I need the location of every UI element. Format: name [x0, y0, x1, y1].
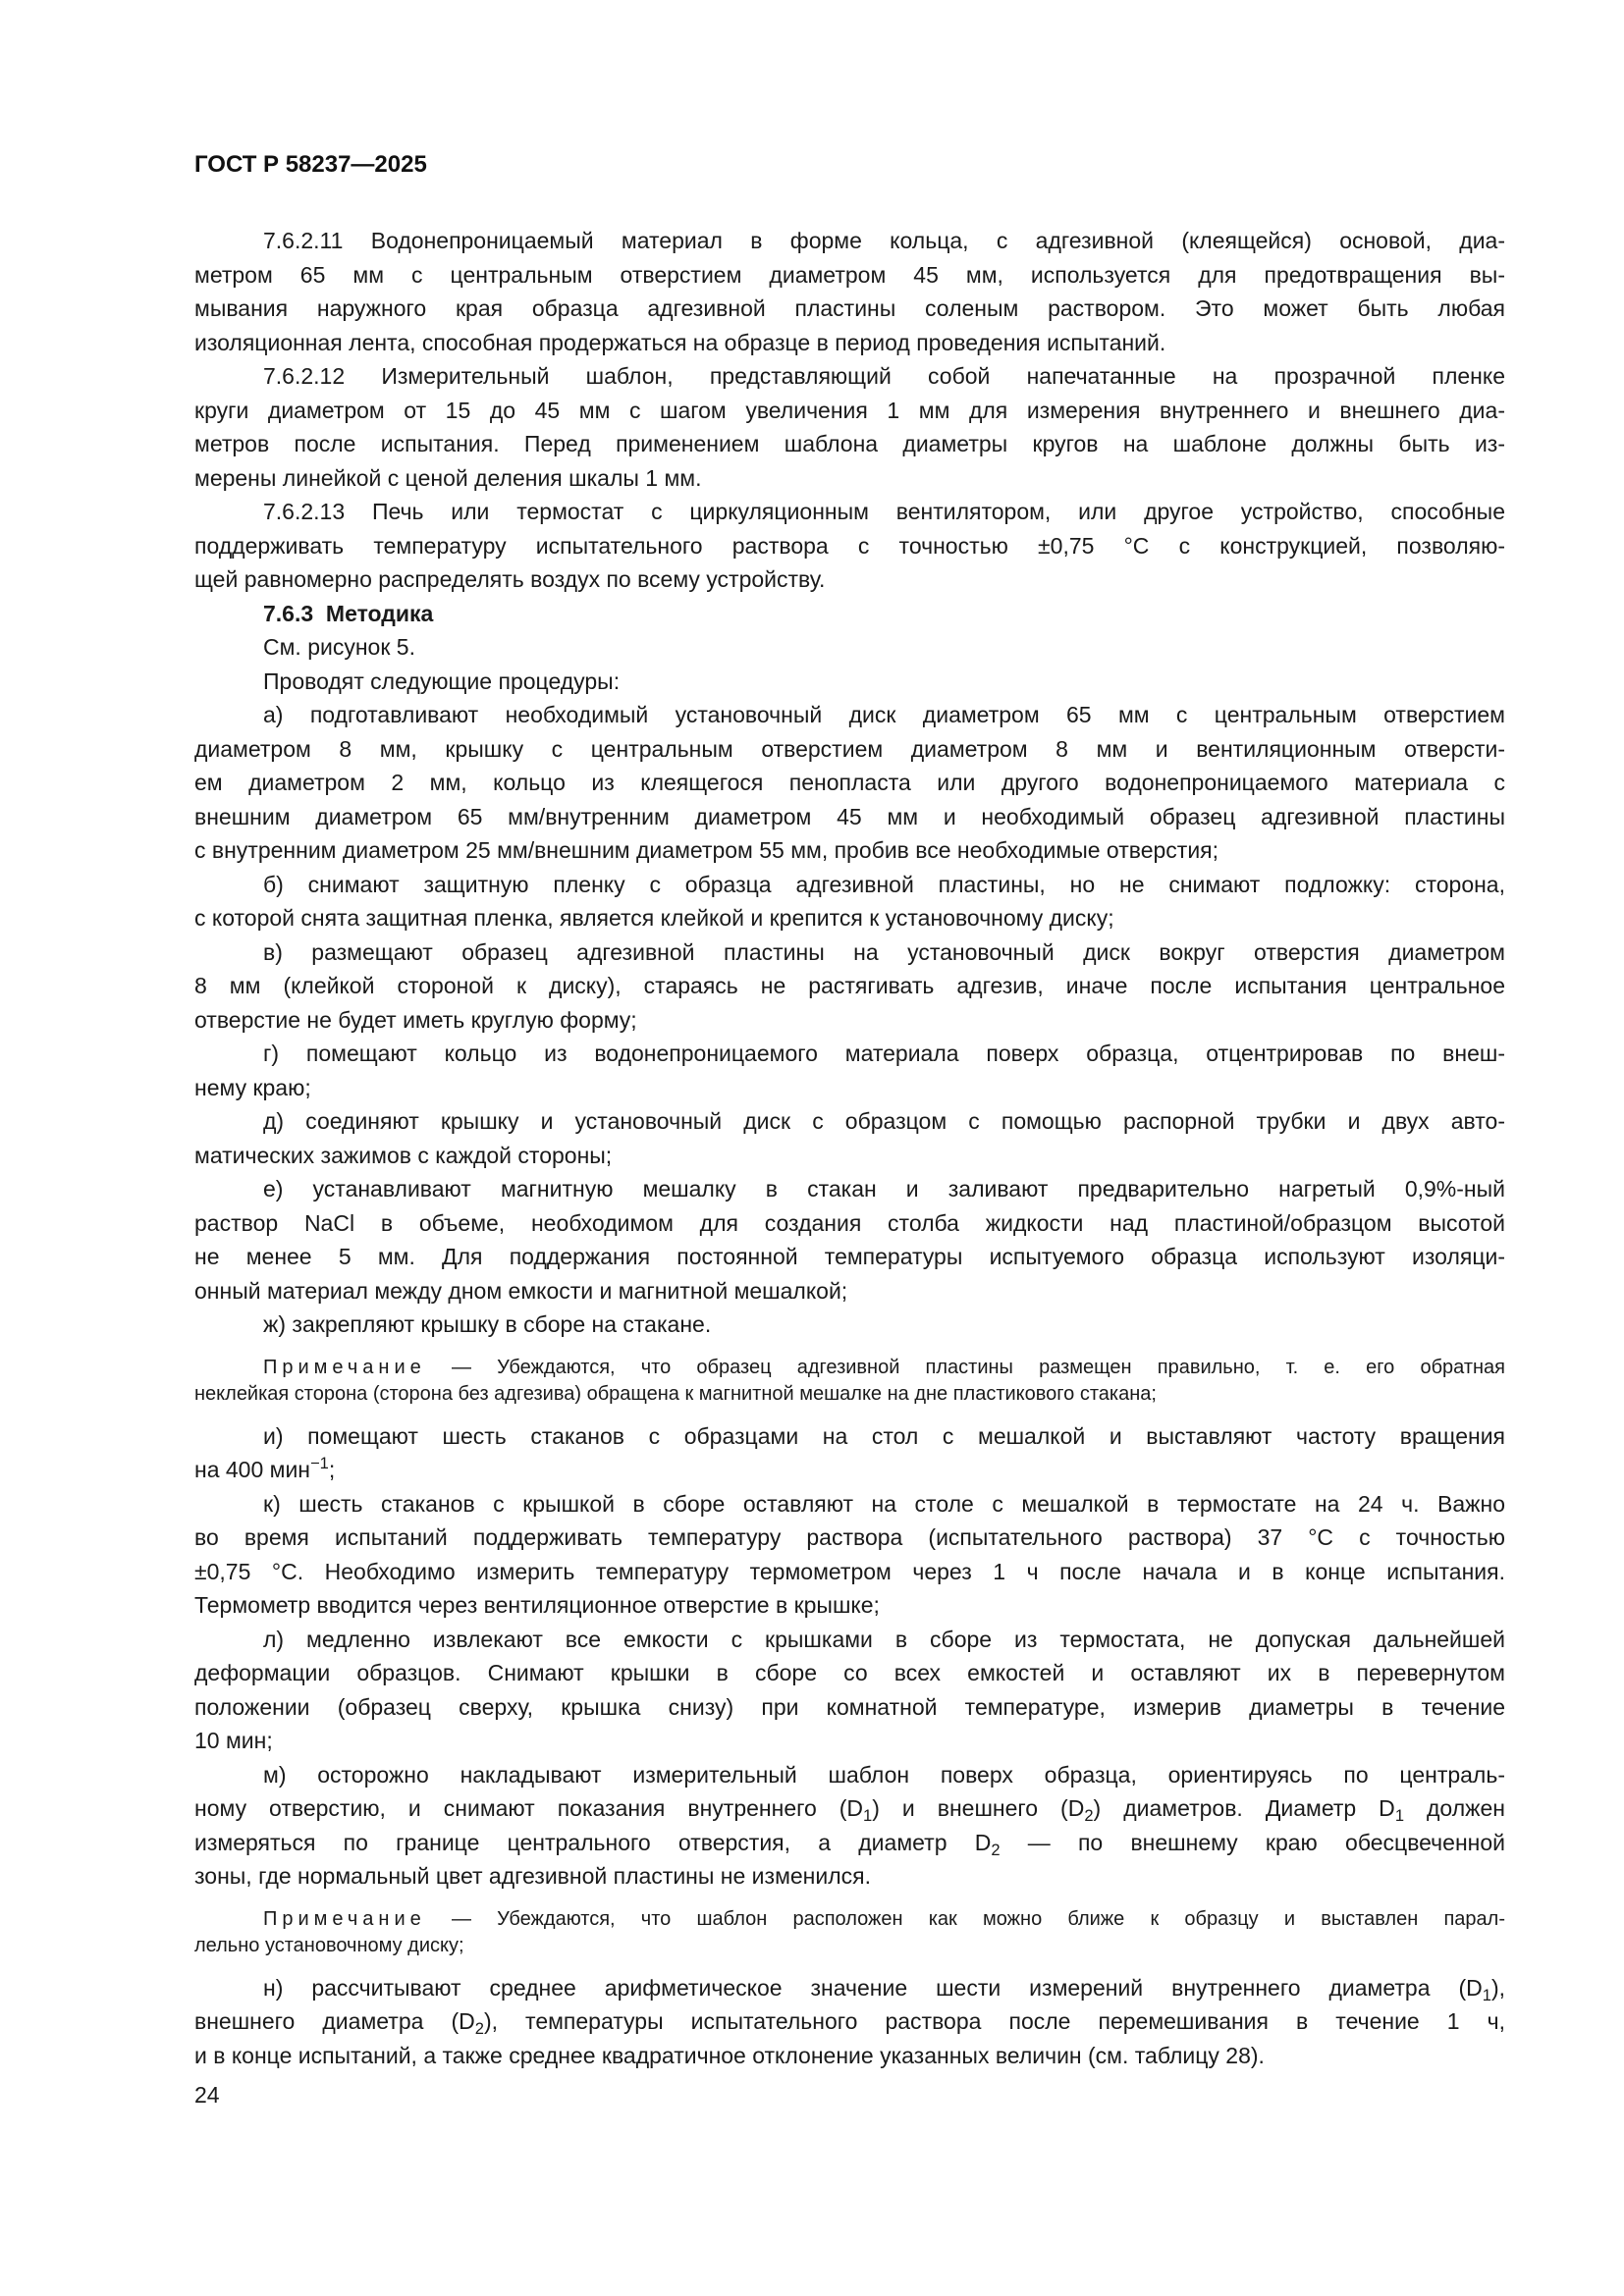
procedure-item-l: [194, 1623, 1505, 1758]
text-line: мерены линейкой с ценой деления шкалы 1 мм.: [194, 464, 702, 491]
note-text: — Убеждаются, что шаблон расположен как можно ближе к образцу и выставлен парал-: [425, 1907, 1505, 1930]
procedure-item-b: [194, 868, 1505, 935]
text-line: [194, 1355, 1505, 1381]
text-fragment: внешнего диаметра (D: [194, 2008, 475, 2034]
procedure-item-e: [194, 1172, 1505, 1308]
text-line: и в конце испытаний, а также среднее квадратичное отклонение указанных величин (см. таблицу 28).: [194, 2042, 1265, 2068]
text-line: [194, 1826, 1505, 1860]
text-line: 8 мм (клейкой стороной к диску), стараясь не растягивать адгезив, иначе после испытания центральное: [194, 973, 1505, 998]
text-line: [194, 1791, 1505, 1826]
figure-reference: См. рисунок 5.: [263, 634, 415, 660]
text-line: внешним диаметром 65 мм/внутренним диаметром 45 мм и необходимый образец адгезивной пластины: [194, 803, 1505, 829]
text-line: с которой снята защитная пленка, является клейкой и крепится к установочному диску;: [194, 905, 1114, 931]
text-line: онный материал между дном емкости и магнитной мешалкой;: [194, 1277, 848, 1304]
subscript: 2: [474, 2018, 484, 2038]
text-fragment: ) и внешнего (D: [872, 1795, 1085, 1821]
text-line: раствор NaCl в объеме, необходимом для создания столба жидкости над пластиной/образцом высотой: [194, 1209, 1505, 1236]
text-fragment: должен: [1404, 1795, 1506, 1821]
text-fragment: ному отверстию, и снимают показания внутреннего (D: [194, 1795, 864, 1821]
text-line: [194, 2004, 1505, 2039]
text-line: отверстие не будет иметь круглую форму;: [194, 1006, 637, 1033]
page-number: 24: [194, 2082, 220, 2108]
text-line: 7.6.2.12 Измерительный шаблон, представляющий собой напечатанные на прозрачной пленке: [263, 363, 1505, 389]
text-line: а) подготавливают необходимый установочный диск диаметром 65 мм с центральным отверстием: [263, 702, 1505, 727]
text-line: л) медленно извлекают все емкости с крышками в сборе из термостата, не допуская дальнейшей: [263, 1626, 1505, 1652]
text-line: [194, 1453, 1505, 1487]
note-label: Примечание: [263, 1356, 426, 1378]
text-line: диаметром 8 мм, крышку с центральным отверстием диаметром 8 мм и вентиляционным отверсти-: [194, 735, 1505, 762]
text-fragment: ) диаметров. Диаметр D: [1093, 1795, 1395, 1821]
text-line: к) шесть стаканов с крышкой в сборе оставляют на столе с мешалкой в термостате на 24 ч. Важно: [263, 1490, 1505, 1517]
text-line: м) осторожно накладывают измерительный шаблон поверх образца, ориентируясь по централь-: [263, 1761, 1505, 1788]
text-line: положении (образец сверху, крышка снизу) при комнатной температуре, измерив диаметры в течение: [194, 1693, 1505, 1720]
text-fragment: ;: [328, 1457, 336, 1482]
procedure-item-v: [194, 935, 1505, 1038]
subscript: 2: [991, 1840, 1001, 1859]
procedure-item-zh: [194, 1308, 1505, 1342]
text-line: метров после испытания. Перед применением шаблона диаметры кругов на шаблоне должны быть из-: [194, 431, 1505, 456]
text-fragment: н) рассчитывают среднее арифметическое значение шести измерений внутреннего диаметра (D: [263, 1974, 1483, 2001]
text-line: зоны, где нормальный цвет адгезивной пластины не изменился.: [194, 1863, 871, 1889]
text-line: Термометр вводится через вентиляционное отверстие в крышке;: [194, 1592, 880, 1618]
note-block: [194, 1906, 1505, 1959]
text-fragment: ), температуры испытательного раствора после перемешивания в течение 1 ч,: [483, 2008, 1506, 2034]
text-line: д) соединяют крышку и установочный диск с образцом с помощью распорной трубки и двух авто-: [263, 1108, 1505, 1134]
text-line: не менее 5 мм. Для поддержания постоянной температуры испытуемого образца используют изоляци-: [194, 1244, 1505, 1269]
procedure-item-d: [194, 1104, 1505, 1172]
text-line: лельно установочному диску;: [194, 1934, 464, 1956]
text-line: мывания наружного края образца адгезивной пластины соленым раствором. Это может быть любая: [194, 295, 1505, 321]
text-line: б) снимают защитную пленку с образца адгезивной пластины, но не снимают подложку: сторона,: [263, 871, 1505, 897]
text-fragment: измеряться по границе центрального отверстия, а диаметр D: [194, 1829, 992, 1855]
subscript: 1: [1394, 1805, 1405, 1825]
text-line: метром 65 мм с центральным отверстием диаметром 45 мм, используется для предотвращения вы-: [194, 261, 1505, 288]
document-body: [194, 224, 1505, 2112]
text-line: изоляционная лента, способная продержаться на образце в период проведения испытаний.: [194, 329, 1166, 355]
text-line: и) помещают шесть стаканов с образцами на стол с мешалкой и выставляют частоту вращения: [263, 1422, 1505, 1449]
subscript: 1: [1482, 1985, 1491, 2004]
paragraph-7-6-2-11: [194, 224, 1505, 359]
text-line: во время испытаний поддерживать температуру раствора (испытательного раствора) 37 °С с точностью: [194, 1524, 1505, 1550]
note-text: — Убеждаются, что образец адгезивной пластины размещен правильно, т. е. его обратная: [425, 1356, 1505, 1378]
text-line: деформации образцов. Снимают крышки в сборе со всех емкостей и оставляют их в перевернутом: [194, 1660, 1505, 1685]
text-line: 7.6.2.13 Печь или термостат с циркуляционным вентилятором, или другое устройство, способные: [263, 499, 1505, 524]
text-line: ±0,75 °С. Необходимо измерить температуру термометром через 1 ч после начала и в конце испытания.: [194, 1558, 1505, 1584]
procedure-item-n: [194, 1971, 1505, 2073]
text-line: поддерживать температуру испытательного раствора с точностью ±0,75 °С с конструкцией, позволяю-: [194, 532, 1505, 559]
note-block: [194, 1355, 1505, 1408]
text-line: [194, 1906, 1505, 1933]
superscript: −1: [310, 1453, 329, 1472]
text-fragment: ),: [1490, 1974, 1505, 2001]
text-line: с внутренним диаметром 25 мм/внешним диаметром 55 мм, пробив все необходимые отверстия;: [194, 837, 1219, 863]
text-line: ж) закрепляют крышку в сборе на стакане.: [263, 1311, 712, 1337]
section-heading: 7.6.3 Методика: [263, 600, 434, 626]
note-label: Примечание: [263, 1907, 426, 1930]
text-line: ем диаметром 2 мм, кольцо из клеящегося пенопласта или другого водонепроницаемого материала с: [194, 770, 1505, 795]
document-header: ГОСТ Р 58237—2025: [194, 151, 427, 178]
paragraph-7-6-2-13: [194, 495, 1505, 597]
text-line: 7.6.2.11 Водонепроницаемый материал в форме кольца, с адгезивной (клеящейся) основой, диа-: [263, 228, 1505, 253]
subscript: 2: [1084, 1805, 1094, 1825]
text-line: круги диаметром от 15 до 45 мм с шагом увеличения 1 мм для измерения внутреннего и внешнего диа-: [194, 397, 1505, 423]
procedure-item-a: [194, 698, 1505, 868]
text-line: матических зажимов с каждой стороны;: [194, 1142, 613, 1168]
procedure-intro: Проводят следующие процедуры:: [263, 667, 621, 694]
text-line: неклейкая сторона (сторона без адгезива) обращена к магнитной мешалке на дне пластикового стакана;: [194, 1382, 1157, 1405]
procedure-item-m: [194, 1758, 1505, 1894]
text-line: 10 мин;: [194, 1728, 273, 1753]
procedure-item-k: [194, 1487, 1505, 1623]
text-line: щей равномерно распределять воздух по всему устройству.: [194, 566, 826, 592]
text-fragment: — по внешнему краю обесцвеченной: [1000, 1829, 1506, 1855]
text-line: в) размещают образец адгезивной пластины на установочный диск вокруг отверстия диаметром: [263, 938, 1505, 965]
subscript: 1: [863, 1805, 873, 1825]
text-line: е) устанавливают магнитную мешалку в стакан и заливают предварительно нагретый 0,9%-ный: [263, 1176, 1505, 1201]
procedure-item-g: [194, 1037, 1505, 1104]
text-fragment: на 400 мин: [194, 1457, 311, 1482]
paragraph-7-6-2-12: [194, 359, 1505, 495]
text-line: [194, 1971, 1505, 2005]
procedure-item-i: [194, 1419, 1505, 1487]
text-line: г) помещают кольцо из водонепроницаемого материала поверх образца, отцентрировав по внеш-: [263, 1041, 1505, 1066]
text-line: нему краю;: [194, 1074, 311, 1100]
